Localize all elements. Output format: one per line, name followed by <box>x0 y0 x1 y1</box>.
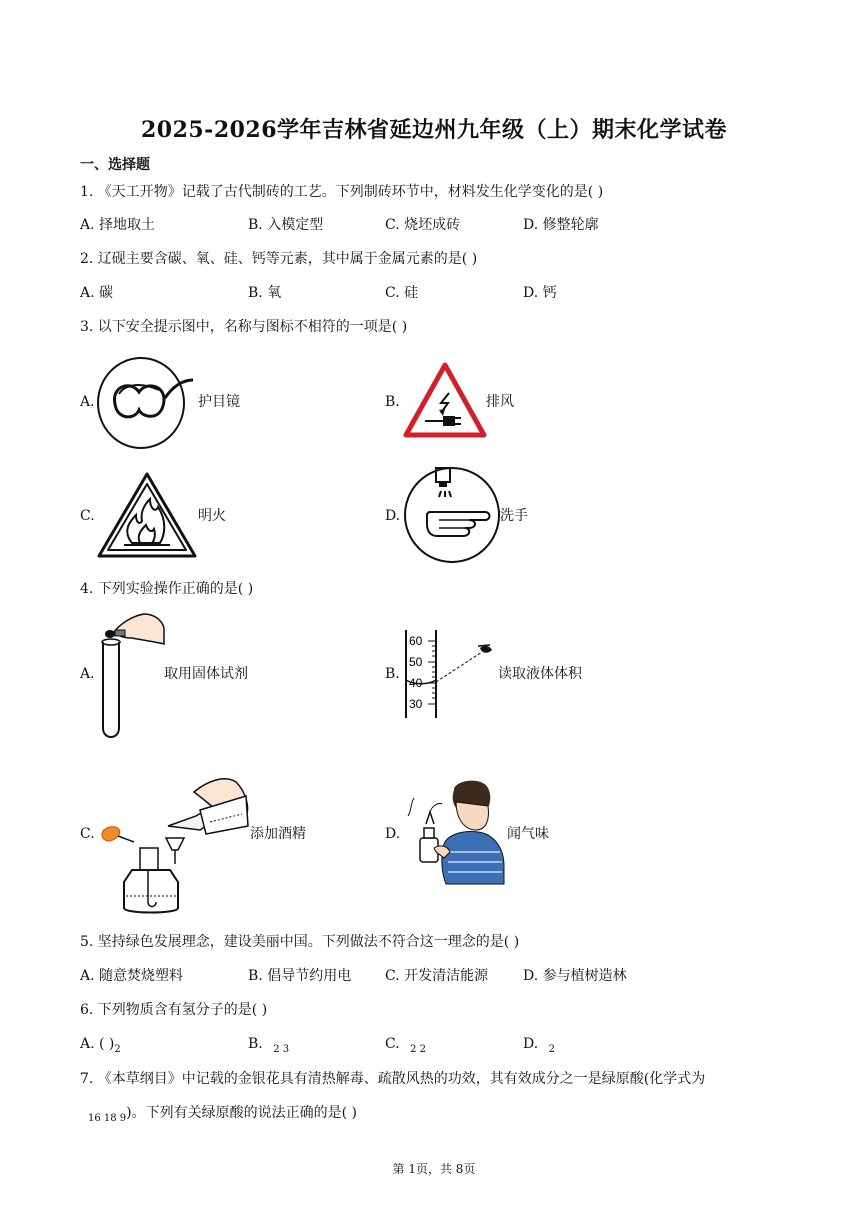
question-7-stem-line1: 7. 《本草纲目》中记载的金银花具有清热解毒、疏散风热的功效，其有效成分之一是绿原酸(化学式为 <box>80 1071 706 1087</box>
q1-option-d: D. 修整轮廓 <box>523 217 599 233</box>
question-6-stem: 6. 下列物质含有氢分子的是( ) <box>80 1002 268 1018</box>
q3-option-a-letter: A. <box>80 394 95 410</box>
q1-option-b: B. 入模定型 <box>248 217 324 233</box>
question-5-stem: 5. 坚持绿色发展理念，建设美丽中国。下列做法不符合这一理念的是( ) <box>80 934 520 950</box>
q6-option-a-main: A. ( ) <box>80 1036 115 1052</box>
q2-option-a: A. 碳 <box>80 285 114 301</box>
goggles-icon <box>97 356 185 450</box>
question-7-stem-line2 <box>88 1104 357 1124</box>
q4-option-b-label: 读取液体体积 <box>498 666 582 682</box>
q4-option-b-letter: B. <box>385 666 400 682</box>
q4-option-a-letter: A. <box>80 666 95 682</box>
q6-option-a <box>80 1035 121 1055</box>
cylinder-tick-50: 50 <box>409 655 423 669</box>
q6-option-b-main: B. <box>248 1036 263 1052</box>
cylinder-tick-marks <box>428 641 436 704</box>
q2-option-c: C. 硅 <box>385 285 419 301</box>
graduated-cylinder-icon <box>402 628 498 720</box>
q3-option-c-letter: C. <box>80 508 95 524</box>
question-2-stem: 2. 辽砚主要含碳、氧、硅、钙等元素，其中属于金属元素的是( ) <box>80 251 478 267</box>
q5-option-a: A. 随意焚烧塑料 <box>80 968 184 984</box>
cylinder-tick-60: 60 <box>409 634 423 648</box>
question-1-stem: 1. 《天工开物》记载了古代制砖的工艺。下列制砖环节中，材料发生化学变化的是( ) <box>80 184 604 200</box>
q3-option-d-letter: D. <box>385 508 401 524</box>
open-flame-icon <box>96 471 198 559</box>
q7-formula-subscripts: 16 18 9 <box>88 1113 127 1124</box>
electric-warning-icon <box>403 361 487 439</box>
q6-option-d-main: D. <box>523 1036 539 1052</box>
q6-option-b-subscript: 2 3 <box>273 1044 290 1055</box>
q6-option-c-main: C. <box>385 1036 400 1052</box>
q4-option-d-letter: D. <box>385 826 401 842</box>
q3-option-b-label: 排风 <box>486 394 514 410</box>
q5-option-b: B. 倡导节约用电 <box>248 968 352 984</box>
q6-option-d-subscript: 2 <box>548 1044 556 1055</box>
page-footer: 第 1页，共 8页 <box>392 1162 476 1176</box>
alcohol-lamp-icon <box>96 752 251 916</box>
q6-option-c-subscript: 2 2 <box>410 1044 427 1055</box>
q7-line2-text: )。下列有关绿原酸的说法正确的是( ) <box>126 1105 358 1121</box>
q3-option-a-label: 护目镜 <box>198 394 240 410</box>
q2-option-b: B. 氧 <box>248 285 282 301</box>
q6-option-c <box>385 1035 426 1055</box>
q4-option-a-label: 取用固体试剂 <box>164 666 248 682</box>
hand-wash-icon <box>403 466 501 564</box>
page-title: 2025-2026学年吉林省延边州九年级（上）期末化学试卷 <box>140 117 728 143</box>
cylinder-tick-30: 30 <box>409 697 423 711</box>
q4-option-c-label: 添加酒精 <box>250 826 306 842</box>
q6-option-b <box>248 1035 289 1055</box>
q2-option-d: D. 钙 <box>523 285 557 301</box>
q5-option-c: C. 开发清洁能源 <box>385 968 489 984</box>
q4-option-c-letter: C. <box>80 826 95 842</box>
cylinder-tick-40: 40 <box>409 676 423 690</box>
q5-option-d: D. 参与植树造林 <box>523 968 627 984</box>
q3-option-d-label: 洗手 <box>500 508 528 524</box>
q6-option-a-subscript: 2 <box>114 1044 121 1055</box>
q3-option-c-label: 明火 <box>198 508 226 524</box>
test-tube-solid-icon <box>98 610 166 740</box>
section-heading: 一、选择题 <box>80 157 150 173</box>
q1-option-a: A. 择地取土 <box>80 217 156 233</box>
q4-option-d-label: 闻气味 <box>507 826 549 842</box>
question-4-stem: 4. 下列实验操作正确的是( ) <box>80 581 254 597</box>
smell-gas-icon <box>404 778 508 886</box>
q3-option-b-letter: B. <box>385 394 400 410</box>
question-3-stem: 3. 以下安全提示图中，名称与图标不相符的一项是( ) <box>80 319 408 335</box>
q6-option-d <box>523 1035 555 1055</box>
q1-option-c: C. 烧坯成砖 <box>385 217 461 233</box>
